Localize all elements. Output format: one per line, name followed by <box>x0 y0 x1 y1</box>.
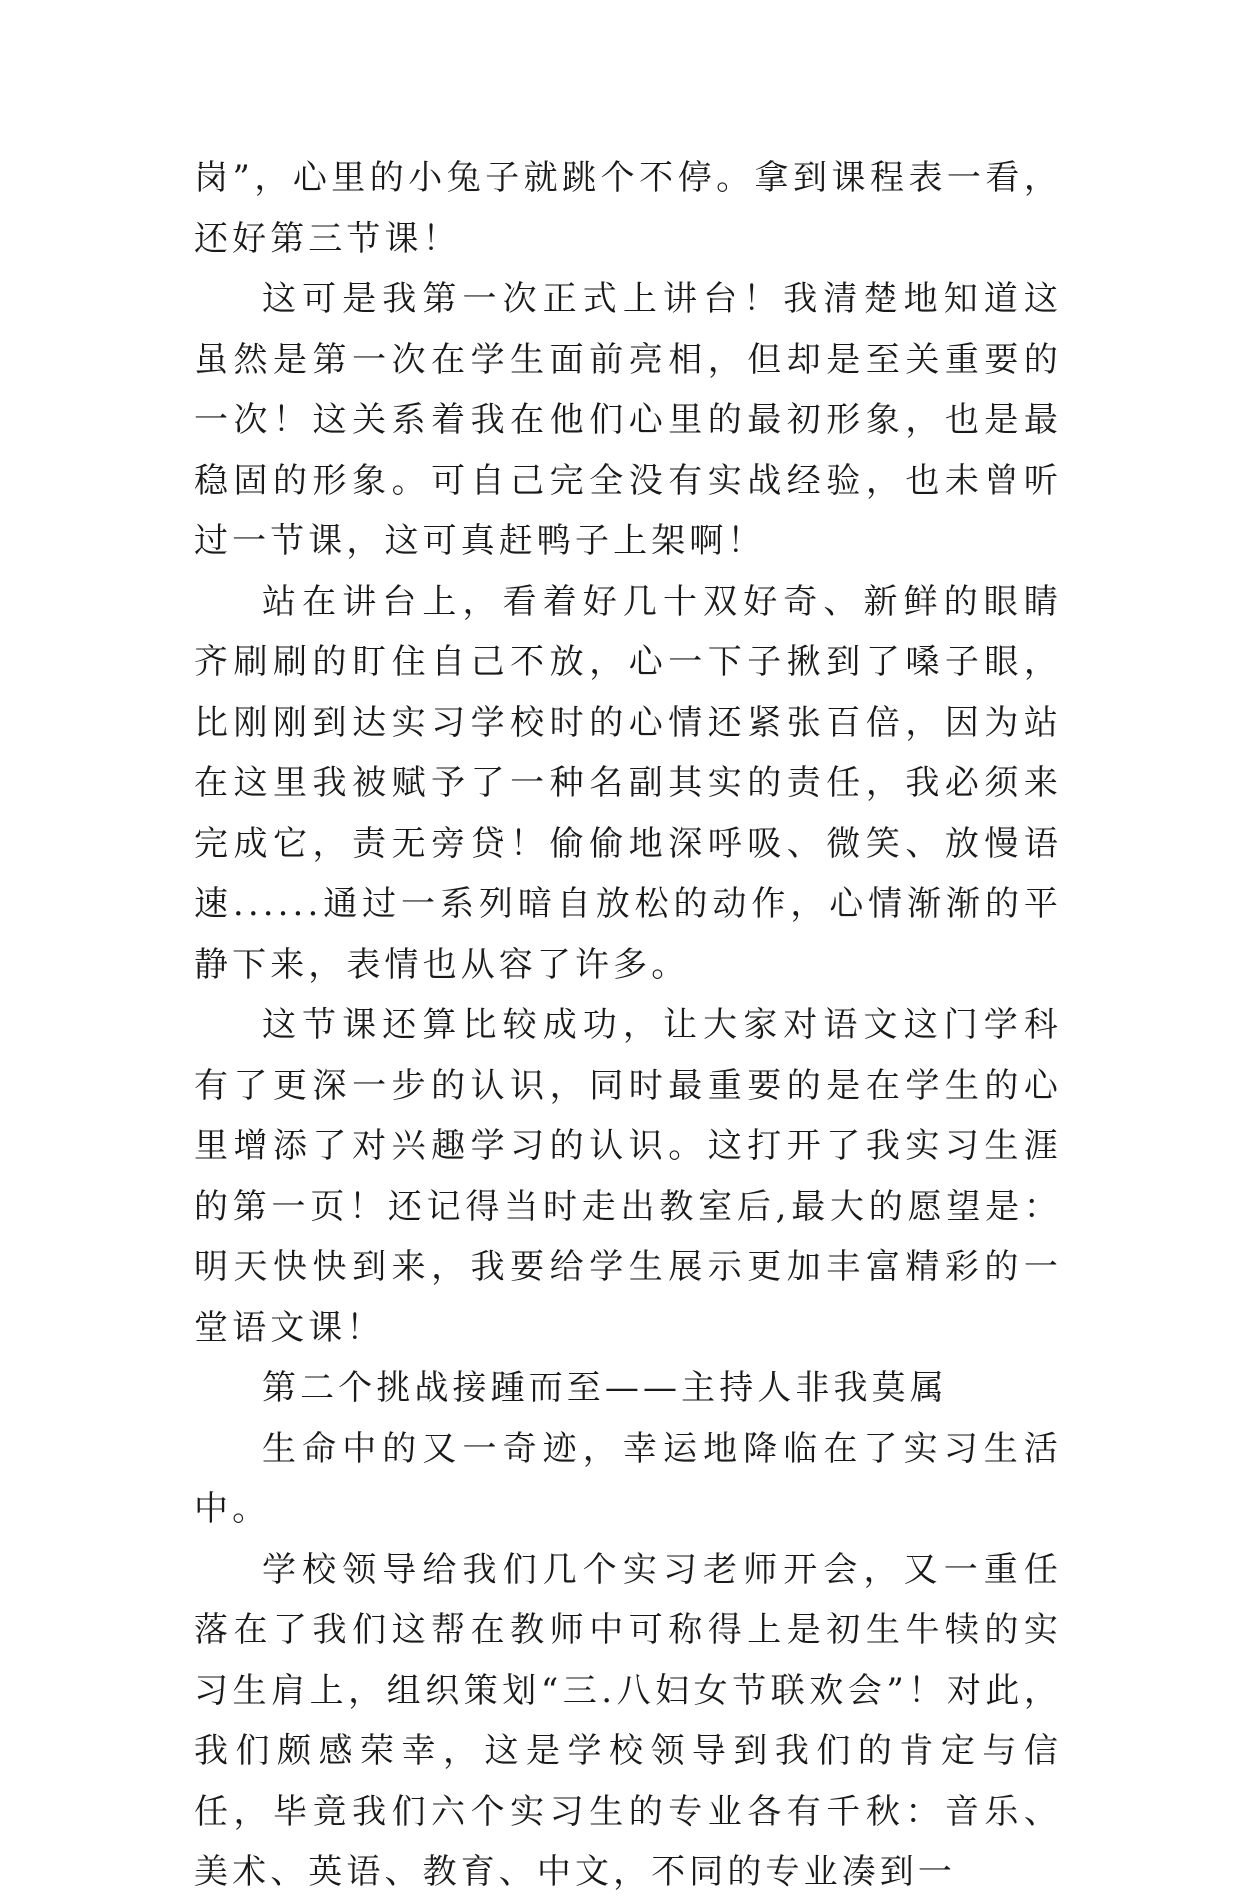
paragraph-6: 学校领导给我们几个实习老师开会，又一重任落在了我们这帮在教师中可称得上是初生牛犊的实习生肩上，组织策划“三.八妇女节联欢会”！对此，我们颇感荣幸，这是学校领导到我们的肯定与信任，毕竟我们六个实习生的专业各有千秋：音乐、美术、英语、教育、中文，不同的专业凑到一 <box>194 1549 1062 1892</box>
section-heading: 第二个挑战接踵而至——主持人非我莫属 <box>262 1368 948 1408</box>
body-text <box>194 148 1062 1903</box>
paragraph-2: 这可是我第一次正式上讲台！我清楚地知道这虽然是第一次在学生面前亮相，但却是至关重要的一次！这关系着我在他们心里的最初形象，也是最稳固的形象。可自己完全没有实战经验，也未曾听过一节课，这可真赶鸭子上架啊！ <box>194 279 1062 561</box>
paragraph-5: 生命中的又一奇迹，幸运地降临在了实习生活中。 <box>194 1428 1062 1529</box>
paragraph-1: 岗”，心里的小兔子就跳个不停。拿到课程表一看，还好第三节课！ <box>194 158 1062 259</box>
paragraph-4: 这节课还算比较成功，让大家对语文这门学科有了更深一步的认识，同时最重要的是在学生的心里增添了对兴趣学习的认识。这打开了我实习生涯的第一页！还记得当时走出教室后,最大的愿望是：明天快快到来，我要给学生展示更加丰富精彩的一堂语文课！ <box>194 1005 1062 1348</box>
paragraph-3: 站在讲台上，看着好几十双好奇、新鲜的眼睛齐刷刷的盯住自己不放，心一下子揪到了嗓子眼，比刚刚到达实习学校时的心情还紧张百倍，因为站在这里我被赋予了一种名副其实的责任，我必须来完成它，责无旁贷！偷偷地深呼吸、微笑、放慢语速......通过一系列暗自放松的动作，心情渐渐的平静下来，表情也从容了许多。 <box>194 581 1062 985</box>
